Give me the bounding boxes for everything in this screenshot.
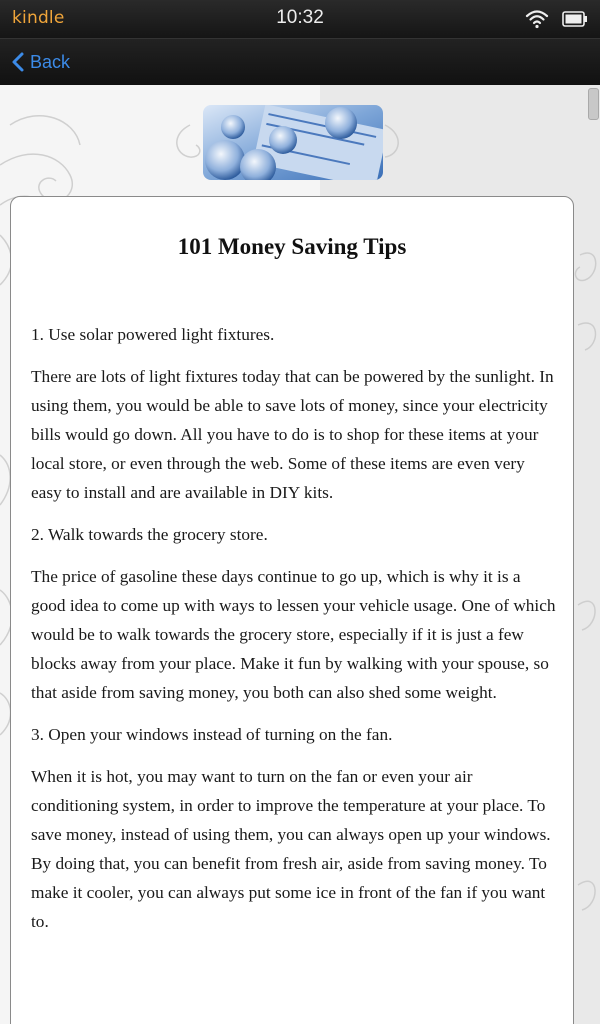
tip-paragraph-2: The price of gasoline these days continue to go up, which is why it is a good idea to come up with ways to lessen your vehicle usage. One of which would be to walk towards the grocery store, especially if it is just a few blocks away from your place. Make it fun by walking with your spouse, so that aside from saving money, you both can also shed some weight. [31, 567, 556, 702]
back-label: Back [30, 51, 71, 72]
tip-paragraph-3: When it is hot, you may want to turn on the fan or even your air conditioning system, in order to improve the temperature at your place. To save money, instead of using them, you can always open up your windows. By doing that, you can benefit from fresh air, aside from saving money. To make it cooler, you can always put some ice in front of the fan if you want to. [31, 767, 551, 931]
chevron-left-icon [10, 51, 26, 73]
status-bar [0, 0, 600, 38]
article-body [31, 320, 559, 949]
back-button[interactable] [10, 49, 70, 75]
tip-heading-2: 2. Walk towards the grocery store. [31, 525, 268, 544]
article-title: 101 Money Saving Tips [177, 234, 407, 259]
tip-heading-1: 1. Use solar powered light fixtures. [31, 325, 275, 344]
tip-heading-3: 3. Open your windows instead of turning on the fan. [31, 725, 393, 744]
wifi-icon [525, 9, 549, 29]
status-time: 10:32 [276, 7, 324, 28]
navigation-bar [0, 38, 600, 86]
money-coins-banner [203, 105, 383, 180]
battery-icon [562, 11, 588, 27]
tip-paragraph-1: There are lots of light fixtures today that can be powered by the sunlight. In using them, you would be able to save lots of money, since your electricity bills would go down. All you have to do is to shop for these items at your local store, or even through the web. Some of these items are even very easy to install and are available in DIY kits. [31, 367, 554, 502]
scrollbar-thumb[interactable] [588, 88, 599, 120]
content-area [0, 85, 600, 1024]
kindle-brand: kindle [12, 8, 65, 28]
article-card [10, 196, 574, 1024]
